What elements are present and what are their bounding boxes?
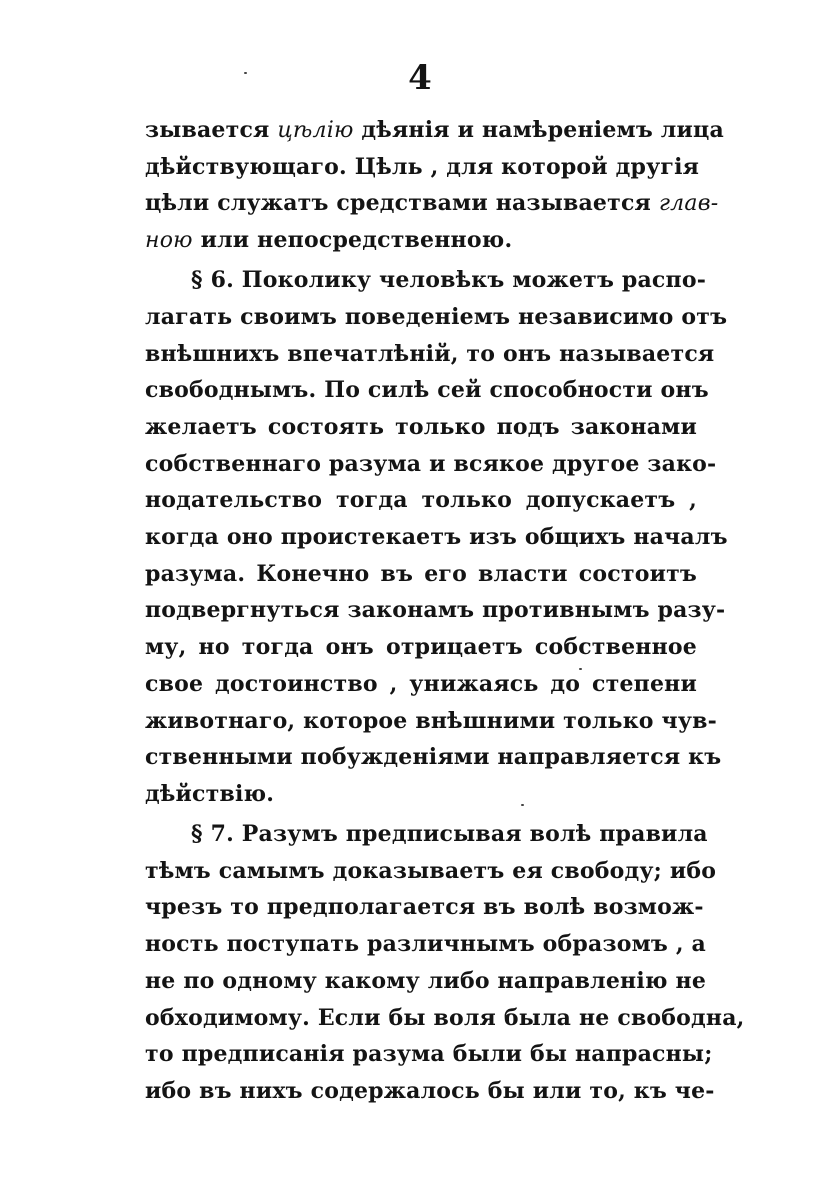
text-line xyxy=(145,556,697,593)
text-run: желаетъ состоять только подъ законами xyxy=(145,414,697,440)
text-run: ственными побужденіями направляется къ xyxy=(145,744,722,771)
paragraph xyxy=(145,262,728,812)
text-line xyxy=(145,703,717,740)
text-run: дѣянія и намѣреніемъ лица xyxy=(353,117,724,143)
text-run: внѣшнихъ впечатлѣній, то онъ называется xyxy=(145,340,715,367)
text-line xyxy=(145,149,700,186)
text-run: то предписанія разума были бы напрасны; xyxy=(145,1041,713,1068)
text-run: § 6. Поколику человѣкъ можетъ распо- xyxy=(191,267,707,294)
text-line xyxy=(145,926,706,963)
text-line xyxy=(145,739,722,776)
text-line xyxy=(145,446,717,483)
text-run: ибо въ нихъ содержалось бы или то, къ че- xyxy=(145,1077,715,1104)
ink-speck xyxy=(579,668,582,670)
text-line xyxy=(145,889,704,926)
italic-word: глав- xyxy=(658,191,719,217)
ink-speck xyxy=(521,804,524,806)
text-run: свое достоинство , унижаясь до степени xyxy=(145,670,697,697)
text-run: разума. Конечно въ его власти состоитъ xyxy=(145,560,697,587)
italic-word: ною xyxy=(145,228,193,254)
text-run: лагать своимъ поведеніемъ независимо отъ xyxy=(145,303,728,330)
text-run: дѣйствующаго. Цѣль , для которой другія xyxy=(145,153,700,180)
text-run: когда оно проистекаетъ изъ общихъ началъ xyxy=(145,524,728,551)
text-run: обходимому. Если бы воля была не свободна, xyxy=(145,1004,745,1031)
text-line xyxy=(145,185,719,222)
italic-word: цѣлію xyxy=(277,118,354,143)
text-line xyxy=(145,409,697,446)
text-line xyxy=(145,666,697,703)
ink-speck xyxy=(244,72,247,74)
text-line xyxy=(145,592,726,629)
text-line xyxy=(145,1036,713,1073)
text-run: дѣйствію. xyxy=(145,780,275,807)
text-run: подвергнуться законамъ противнымъ разу- xyxy=(145,597,726,624)
text-run: § 7. Разумъ предписывая волѣ правила xyxy=(191,821,708,848)
text-line xyxy=(145,336,715,373)
text-line xyxy=(145,776,697,813)
text-run: или непосредственною. xyxy=(192,227,513,254)
text-line xyxy=(145,519,728,556)
text-run: собственнаго разума и всякое другое зако- xyxy=(145,450,717,477)
text-line xyxy=(145,1073,715,1110)
text-line xyxy=(145,853,717,890)
text-run: чрезъ то предполагается въ волѣ возмож- xyxy=(145,894,704,921)
text-run: му, но тогда онъ отрицаетъ собственное xyxy=(145,634,697,661)
text-run: свободнымъ. По силѣ сей способности онъ xyxy=(145,377,709,404)
text-run: зывается xyxy=(145,117,278,143)
text-line xyxy=(145,262,707,299)
text-run: тѣмъ самымъ доказываетъ ея свободу; ибо xyxy=(145,857,717,884)
text-line xyxy=(145,629,697,666)
text-line xyxy=(145,963,707,1000)
text-line xyxy=(145,1000,745,1037)
text-line xyxy=(145,222,697,259)
body-text xyxy=(145,112,745,1110)
text-line xyxy=(145,372,709,409)
text-line xyxy=(145,299,728,336)
text-run: цѣли служатъ средствами называется xyxy=(145,190,659,217)
text-line xyxy=(145,112,724,149)
text-line xyxy=(145,482,697,519)
text-run: ность поступать различнымъ образомъ , а xyxy=(145,931,706,958)
paragraph xyxy=(145,816,745,1110)
text-line xyxy=(145,816,708,853)
page-number: 4 xyxy=(408,58,432,98)
text-run: не по одному какому либо направленію не xyxy=(145,967,707,994)
text-run: животнаго, которое внѣшними только чув- xyxy=(145,707,717,734)
paragraph xyxy=(145,112,724,259)
text-run: нодательство тогда только допускаетъ , xyxy=(145,487,697,514)
